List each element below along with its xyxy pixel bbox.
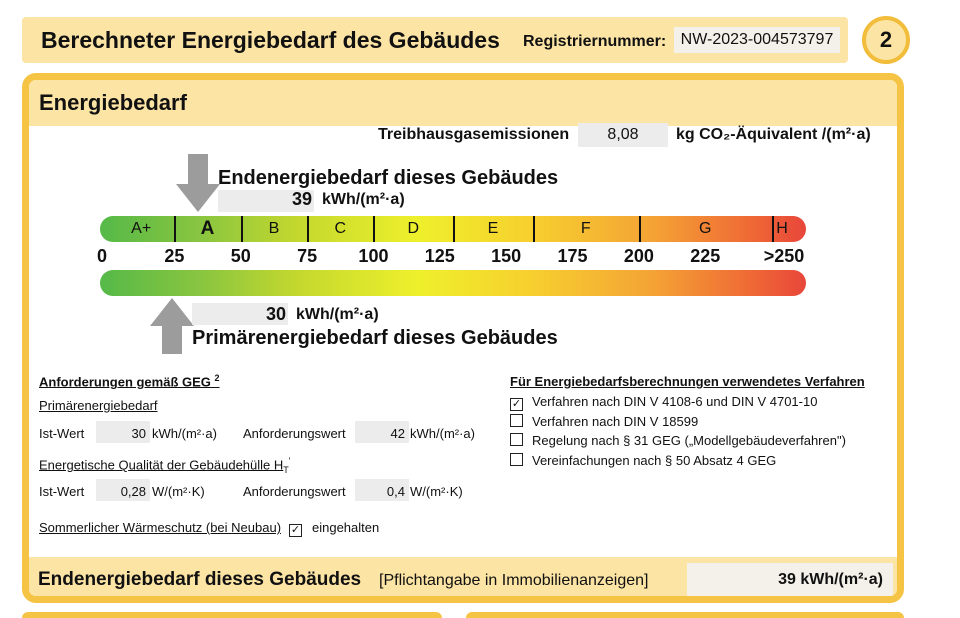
scale-divider [241, 216, 243, 242]
energy-class-a-plus: A+ [131, 220, 152, 237]
envelope-heading [39, 456, 290, 475]
footer-note: [Pflichtangabe in Immobilienanzeigen] [379, 572, 649, 589]
empty-box-icon [510, 433, 523, 446]
requirements-heading-text: Anforderungen gemäß GEG [39, 374, 211, 390]
end-energy-label: Endenergiebedarf dieses Gebäudes [218, 167, 559, 189]
ghg-value: 8,08 [578, 123, 668, 147]
summer-protection-checkbox[interactable] [289, 520, 302, 538]
method-label: Vereinfachungen nach § 50 Absatz 4 GEG [532, 452, 777, 468]
scale-divider [772, 216, 774, 242]
scale-tick-label: 175 [557, 246, 588, 266]
scale-tick-label: 100 [358, 246, 389, 266]
header-bar [22, 17, 848, 63]
anf-value-label: Anforderungswert [243, 426, 346, 441]
scale-tick-label: 225 [690, 246, 721, 266]
end-energy-value: 39 [291, 189, 312, 209]
end-energy-unit: kWh/(m²·a) [322, 191, 405, 208]
summer-protection-label: Sommerlicher Wärmeschutz (bei Neubau) [39, 520, 282, 535]
ist-value-label-2: Ist-Wert [39, 484, 85, 499]
primary-energy-value: 30 [265, 304, 286, 324]
method-checkbox[interactable] [510, 394, 523, 412]
checked-box-icon: ✓ [511, 398, 522, 410]
section-header [29, 80, 899, 126]
scale-tick-label: 25 [164, 246, 185, 266]
next-panel-edge-right [466, 612, 904, 618]
method-label: Verfahren nach DIN V 18599 [532, 413, 699, 429]
ist-envelope-unit: W/(m²·K) [152, 484, 205, 499]
envelope-heading-sup: ' [288, 456, 291, 466]
empty-box-icon [510, 453, 523, 466]
ghg-label: Treibhausgasemissionen [378, 126, 570, 143]
summer-protection-status: eingehalten [312, 520, 380, 535]
envelope-heading-text: Energetische Qualität der Gebäudehülle H [39, 457, 284, 473]
energy-class-e: E [487, 220, 499, 237]
energy-class-d: D [407, 220, 420, 237]
scale-tick-label: 150 [491, 246, 522, 266]
method-label: Regelung nach § 31 GEG („Modellgebäudeverfahren") [532, 433, 846, 448]
energy-gradient-bar [100, 270, 806, 296]
anf-primary-unit: kWh/(m²·a) [410, 426, 475, 441]
method-checkbox[interactable] [510, 414, 523, 432]
scale-tick-label: >250 [763, 246, 805, 266]
anf-value-label-2: Anforderungswert [243, 484, 346, 499]
summer-check-icon: ✓ [290, 524, 301, 536]
footer-bar [29, 557, 899, 603]
requirements-heading [39, 373, 220, 389]
scale-divider [174, 216, 176, 242]
ist-envelope-value: 0,28 [120, 484, 146, 499]
method-checkbox[interactable] [510, 453, 523, 471]
empty-box-icon [510, 414, 523, 427]
requirements-footnote: 2 [214, 373, 220, 383]
end-energy-arrow-icon [176, 154, 220, 212]
anf-primary-value: 42 [390, 426, 405, 441]
energy-class-h: H [776, 220, 788, 237]
energy-class-f: F [580, 220, 591, 237]
energy-class-g: G [699, 220, 712, 237]
scale-divider [533, 216, 535, 242]
anf-envelope-value: 0,4 [386, 484, 405, 499]
scale-tick-label: 50 [230, 246, 251, 266]
page-number-badge: 2 [862, 16, 910, 64]
energy-class-scale [100, 216, 806, 242]
section-title: Energiebedarf [39, 90, 187, 115]
scale-tick-label: 200 [623, 246, 654, 266]
scale-tick-label: 75 [297, 246, 318, 266]
method-checkbox[interactable] [510, 433, 523, 451]
ist-value-label: Ist-Wert [39, 426, 85, 441]
energy-class-a: A [200, 218, 215, 239]
scale-divider [453, 216, 455, 242]
ist-primary-value: 30 [131, 426, 146, 441]
primary-requirement-heading: Primärenergiebedarf [39, 398, 158, 413]
primary-energy-arrow-icon [150, 298, 194, 354]
energy-class-c: C [334, 220, 347, 237]
scale-tick-label: 125 [424, 246, 455, 266]
energy-class-b: B [268, 220, 280, 237]
page-title: Berechneter Energiebedarf des Gebäudes [41, 27, 500, 53]
envelope-heading-sub: T [283, 464, 289, 475]
registration-label: Registriernummer: [523, 33, 667, 50]
method-label: Verfahren nach DIN V 4108-6 und DIN V 4701-10 [532, 394, 818, 409]
next-panel-edge-left [22, 612, 442, 618]
methods-heading: Für Energiebedarfsberechnungen verwendetes Verfahren [510, 374, 865, 389]
scale-divider [639, 216, 641, 242]
scale-tick-label: 0 [96, 246, 108, 266]
ist-primary-unit: kWh/(m²·a) [152, 426, 217, 441]
scale-divider [307, 216, 309, 242]
primary-energy-label: Primärenergiebedarf dieses Gebäudes [192, 327, 558, 349]
footer-title: Endenergiebedarf dieses Gebäudes [38, 569, 362, 590]
anf-envelope-unit: W/(m²·K) [410, 484, 463, 499]
ghg-unit: kg CO₂-Äquivalent /(m²·a) [676, 126, 871, 143]
footer-value: 39 kWh/(m²·a) [778, 571, 883, 588]
registration-number: NW-2023-004573797 [674, 27, 840, 53]
primary-energy-unit: kWh/(m²·a) [296, 306, 379, 323]
scale-divider [373, 216, 375, 242]
